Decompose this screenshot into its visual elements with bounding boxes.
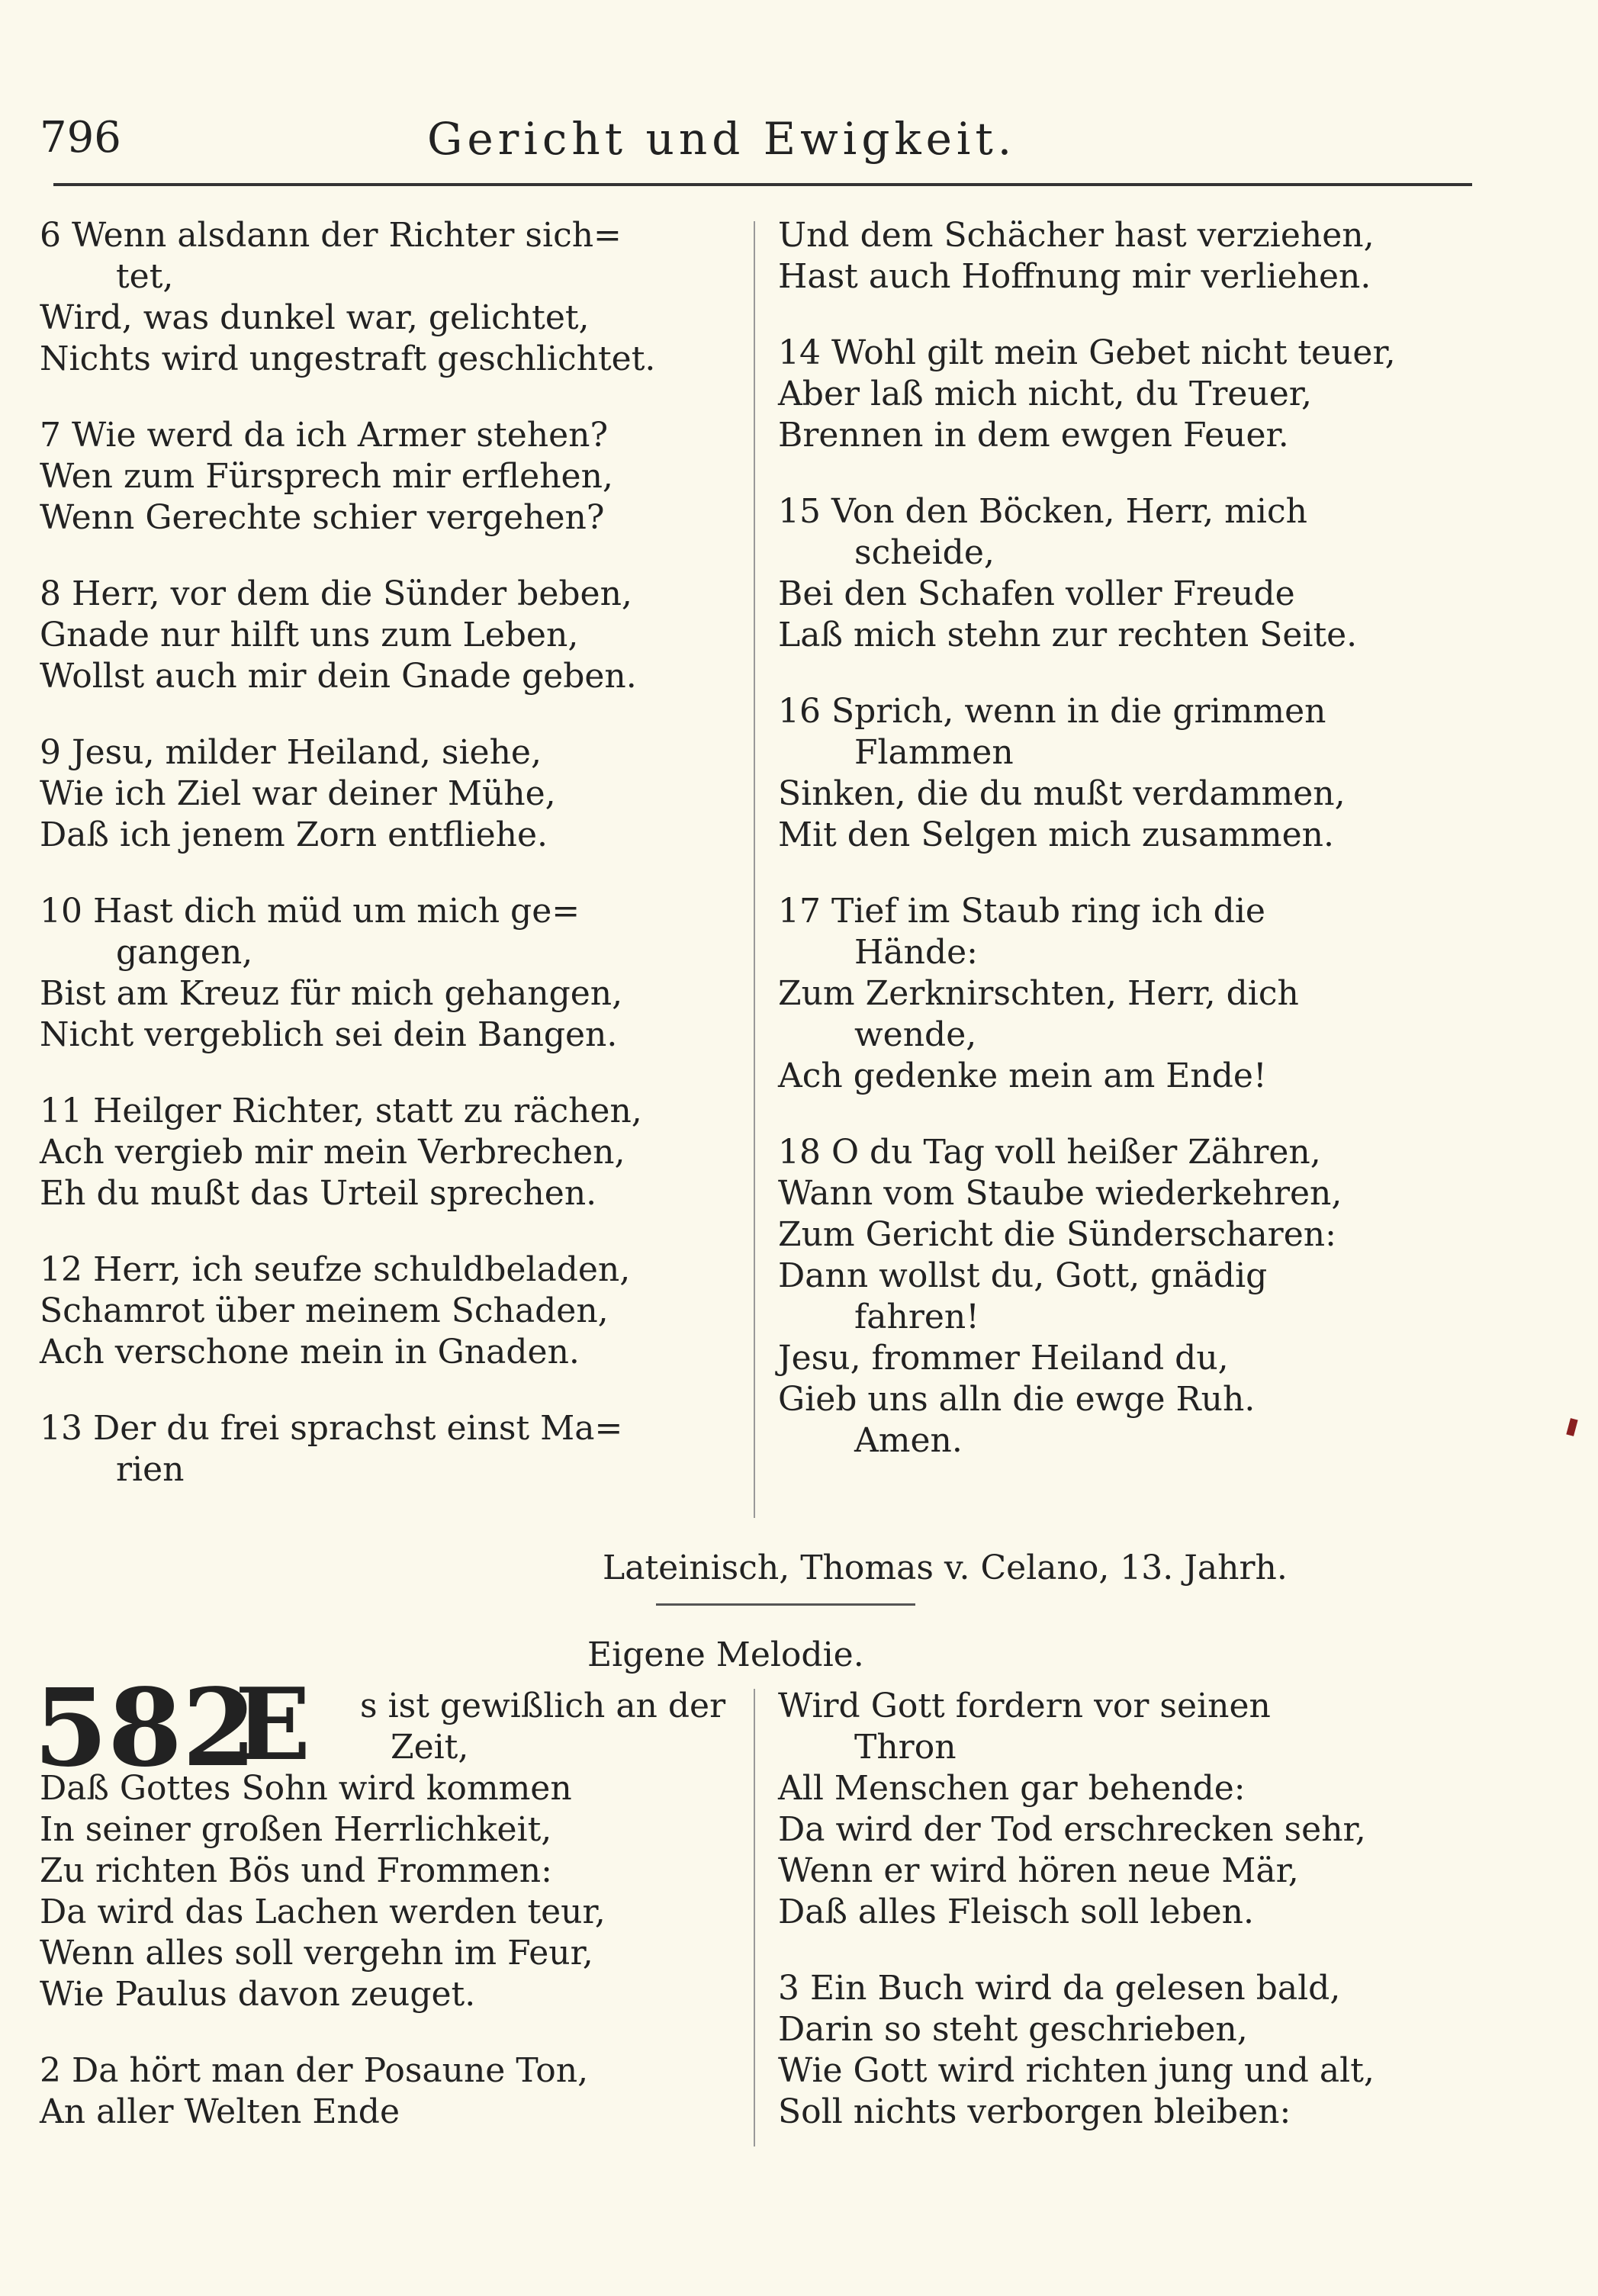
section-divider [656, 1603, 915, 1606]
verse-line: Eh du mußt das Urteil sprechen. [40, 1174, 597, 1213]
verse-line: Wenn er wird hören neue Mär, [778, 1851, 1299, 1890]
verse-line: Da wird das Lachen werden teur, [40, 1892, 606, 1931]
verse-line: Wie ich Ziel war deiner Mühe, [40, 774, 556, 813]
verse-line: Dann wollst du, Gott, gnädig [778, 1256, 1268, 1295]
verse-line: scheide, [854, 533, 995, 572]
verse-line: Wird Gott fordern vor seinen [778, 1687, 1271, 1725]
verse-line: All Menschen gar behende: [778, 1769, 1246, 1808]
verse-line: Soll nichts verborgen bleiben: [778, 2092, 1291, 2131]
verse-line: 17 Tief im Staub ring ich die [778, 892, 1265, 931]
verse-line: Amen. [854, 1421, 963, 1460]
verse-line: Wie Paulus davon zeuget. [40, 1975, 476, 2014]
hymn-verse-1 [40, 1686, 741, 2015]
verse-line: 9 Jesu, milder Heiland, siehe, [40, 733, 542, 772]
verse-line: Zum Gericht die Sünderscharen: [778, 1215, 1336, 1254]
hymn-verse-2 [40, 2050, 741, 2133]
verse-line: Hast auch Hoffnung mir verliehen. [778, 257, 1371, 296]
verse-line: Gieb uns alln die ewge Ruh. [778, 1380, 1256, 1419]
verse-line: 6 Wenn alsdann der Richter sich= [40, 216, 622, 255]
verse-line: Wie Gott wird richten jung und alt, [778, 2051, 1375, 2090]
verse-line: 13 Der du frei sprachst einst Ma= [40, 1409, 623, 1448]
verse-line: Ach verschone mein in Gnaden. [40, 1333, 580, 1371]
verse-line: An aller Welten Ende [40, 2092, 400, 2131]
verse-10 [40, 891, 741, 1056]
verse-line: 10 Hast dich müd um mich ge= [40, 892, 580, 931]
verse-line: 7 Wie werd da ich Armer stehen? [40, 416, 609, 455]
verse-line: 8 Herr, vor dem die Sünder beben, [40, 574, 632, 613]
column-divider [754, 1689, 755, 2146]
verse-line: Darin so steht geschrieben, [778, 2010, 1248, 2049]
verse-line: Daß alles Fleisch soll leben. [778, 1892, 1254, 1931]
verse-line: wende, [854, 1015, 977, 1054]
verse-line: Brennen in dem ewgen Feuer. [778, 416, 1289, 455]
verse-line: Zeit, [391, 1728, 469, 1767]
verse-line: Zu richten Bös und Frommen: [40, 1851, 552, 1890]
verse-line: Mit den Selgen mich zusammen. [778, 815, 1335, 854]
verse-line: 15 Von den Böcken, Herr, mich [778, 492, 1307, 531]
verse-line: fahren! [854, 1298, 979, 1336]
verse-line: rien [116, 1450, 185, 1489]
upper-right-column [778, 215, 1487, 1462]
verse-line: Thron [854, 1728, 957, 1767]
verse-line: 12 Herr, ich seufze schuldbeladen, [40, 1250, 631, 1289]
verse-13-continued [778, 215, 1487, 297]
running-title: Gericht und Ewigkeit. [427, 113, 1017, 165]
upper-left-column [40, 215, 741, 1490]
margin-mark [1566, 1418, 1577, 1436]
verse-line: tet, [116, 257, 174, 296]
header-rule [53, 183, 1472, 186]
verse-line: Flammen [854, 733, 1014, 772]
verse-line: Ach gedenke mein am Ende! [778, 1056, 1267, 1095]
verse-18 [778, 1132, 1487, 1462]
verse-13 [40, 1408, 741, 1490]
verse-line: Gnade nur hilft uns zum Leben, [40, 616, 579, 654]
verse-line: Und dem Schächer hast verziehen, [778, 216, 1375, 255]
hymn-verse-3 [778, 1968, 1487, 2133]
verse-line: s ist gewißlich an der [360, 1687, 726, 1725]
verse-6 [40, 215, 741, 380]
hymn-right-column [778, 1686, 1487, 2133]
verse-16 [778, 691, 1487, 856]
verse-line: Schamrot über meinem Schaden, [40, 1291, 609, 1330]
verse-line: Ach vergieb mir mein Verbrechen, [40, 1133, 625, 1172]
verse-17 [778, 891, 1487, 1097]
verse-14 [778, 333, 1487, 456]
verse-line: 3 Ein Buch wird da gelesen bald, [778, 1969, 1341, 2008]
verse-line: Wen zum Fürsprech mir erflehen, [40, 457, 613, 496]
verse-line: Bist am Kreuz für mich gehangen, [40, 974, 623, 1013]
verse-line: Wenn Gerechte schier vergehen? [40, 498, 605, 537]
verse-line: 11 Heilger Richter, statt zu rächen, [40, 1092, 642, 1130]
verse-9 [40, 732, 741, 856]
verse-11 [40, 1091, 741, 1214]
verse-line: Bei den Schafen voller Freude [778, 574, 1295, 613]
verse-line: 18 O du Tag voll heißer Zähren, [778, 1133, 1321, 1172]
verse-line: Daß ich jenem Zorn entfliehe. [40, 815, 548, 854]
verse-8 [40, 574, 741, 697]
verse-12 [40, 1249, 741, 1373]
drop-cap-initial: E [235, 1666, 311, 1783]
verse-line: Nichts wird ungestraft geschlichtet. [40, 339, 656, 378]
verse-line: Wann vom Staube wiederkehren, [778, 1174, 1342, 1213]
attribution: Lateinisch, Thomas v. Celano, 13. Jahrh. [603, 1548, 1288, 1587]
column-divider [754, 221, 755, 1518]
verse-line: Da wird der Tod erschrecken sehr, [778, 1810, 1366, 1849]
verse-line: gangen, [116, 933, 253, 972]
verse-line: 16 Sprich, wenn in die grimmen [778, 692, 1326, 731]
verse-7 [40, 415, 741, 539]
verse-15 [778, 491, 1487, 656]
verse-line: Nicht vergeblich sei dein Bangen. [40, 1015, 618, 1054]
melody-note: Eigene Melodie. [587, 1635, 864, 1674]
verse-line: Daß Gottes Sohn wird kommen [40, 1769, 572, 1808]
hymn-verse-2-continued [778, 1686, 1487, 1933]
verse-line: Hände: [854, 933, 978, 972]
verse-line: Sinken, die du mußt verdammen, [778, 774, 1346, 813]
page-number: 796 [40, 113, 121, 162]
verse-line: In seiner großen Herrlichkeit, [40, 1810, 552, 1849]
verse-line: Wenn alles soll vergehn im Feur, [40, 1934, 593, 1973]
verse-line: 14 Wohl gilt mein Gebet nicht teuer, [778, 333, 1396, 372]
hymn-left-column [40, 1686, 741, 2133]
verse-line: Jesu, frommer Heiland du, [778, 1339, 1229, 1378]
verse-line: Laß mich stehn zur rechten Seite. [778, 616, 1358, 654]
verse-line: Zum Zerknirschten, Herr, dich [778, 974, 1299, 1013]
verse-line: 2 Da hört man der Posaune Ton, [40, 2051, 589, 2090]
verse-line: Aber laß mich nicht, du Treuer, [778, 375, 1312, 413]
verse-line: Wird, was dunkel war, gelichtet, [40, 298, 590, 337]
verse-line: Wollst auch mir dein Gnade geben. [40, 657, 637, 696]
hymn-number: 582 [34, 1666, 257, 1791]
